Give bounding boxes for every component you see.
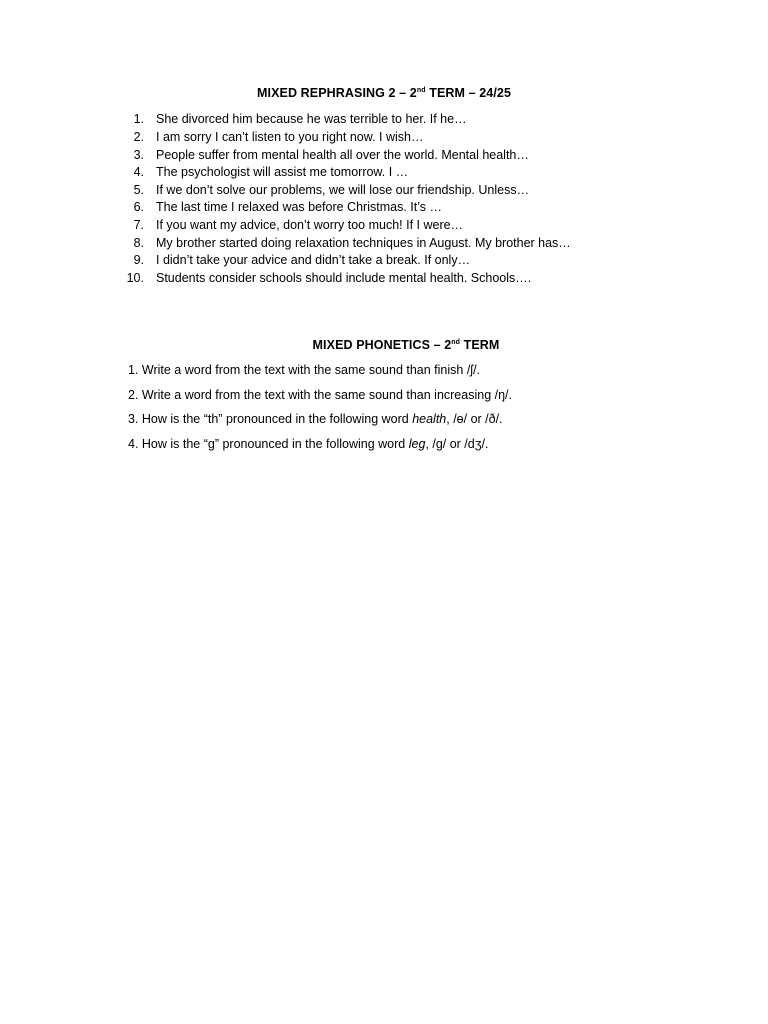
item-text: I didn’t take your advice and didn’t take a break. If only… [156, 253, 471, 267]
item-emphasis: health [412, 412, 447, 426]
item-number: 6. [133, 200, 144, 214]
rephrasing-title-main: MIXED REPHRASING 2 – 2 [256, 86, 417, 100]
item-text: I am sorry I can’t listen to you right now. I wish… [156, 130, 424, 144]
item-number: 5. [133, 183, 144, 197]
item-text: If we don’t solve our problems, we will lose our friendship. Unless… [156, 183, 530, 197]
item-text: 3. How is the “th” pronounced in the following word [128, 412, 413, 426]
item-text: People suffer from mental health all over the world. Mental health… [156, 148, 529, 162]
item-number: 1. [133, 112, 144, 126]
rephrasing-title-sup: nd [416, 87, 426, 94]
phonetics-title-main: MIXED PHONETICS – 2 [312, 338, 452, 352]
item-text: 2. Write a word from the text with the same sound than increasing /ŋ/. [128, 388, 512, 402]
item-number: 3. [133, 148, 144, 162]
rephrasing-title-tail: TERM – 24/25 [425, 86, 512, 100]
item-number: 7. [133, 218, 144, 232]
item-emphasis: leg [408, 437, 426, 451]
item-number: 9. [133, 253, 144, 267]
phonetics-title-tail: TERM [460, 338, 500, 352]
phonetics-item [128, 437, 489, 451]
item-text: The last time I relaxed was before Christmas. It’s … [156, 200, 442, 214]
item-text: The psychologist will assist me tomorrow. I … [156, 165, 409, 179]
item-number: 8. [133, 236, 144, 250]
item-text: Students consider schools should include mental health. Schools…. [156, 271, 532, 285]
item-text: She divorced him because he was terrible to her. If he… [156, 112, 467, 126]
item-number: 2. [133, 130, 144, 144]
phonetics-title-sup: nd [451, 339, 461, 346]
item-text: 1. Write a word from the text with the same sound than finish /ʃ/. [128, 363, 481, 377]
item-text-tail: , /g/ or /dʒ/. [425, 437, 489, 451]
phonetics-item [128, 388, 512, 402]
phonetics-title [22, 338, 768, 352]
item-text-tail: , /ɵ/ or /ð/. [446, 412, 503, 426]
phonetics-item [128, 412, 503, 426]
item-text: If you want my advice, don’t worry too much! If I were… [156, 218, 464, 232]
rephrasing-title [0, 86, 768, 100]
item-number: 10. [126, 271, 144, 285]
item-text: 4. How is the “g” pronounced in the following word [128, 437, 409, 451]
item-text: My brother started doing relaxation techniques in August. My brother has… [156, 236, 571, 250]
phonetics-item [128, 363, 480, 377]
item-number: 4. [133, 165, 144, 179]
